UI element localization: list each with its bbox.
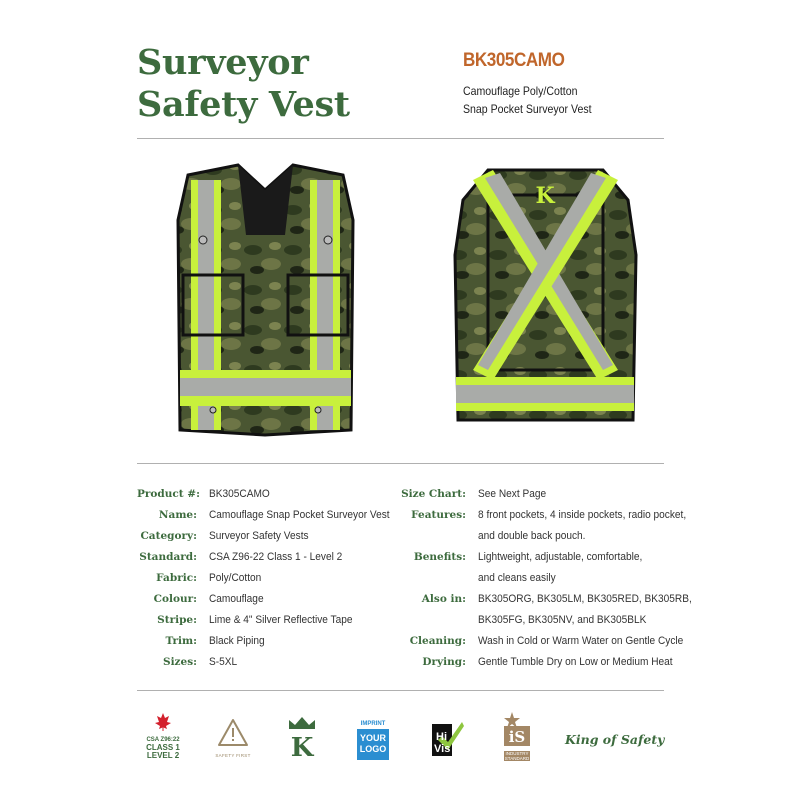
spec-label: Drying: [422, 656, 466, 668]
spec-label: Category: [140, 530, 197, 542]
divider-top [137, 138, 664, 139]
spec-value: 8 front pockets, 4 inside pockets, radio pocket, [478, 509, 687, 521]
spec-value: Lightweight, adjustable, comfortable, [478, 551, 643, 563]
imprint-your-text: YOUR [359, 733, 386, 743]
hi-vis-text-1: Hi [436, 731, 447, 743]
spec-label: Sizes: [162, 656, 197, 668]
vest-back-image [448, 165, 643, 430]
spec-value: Poly/Cotton [209, 572, 262, 584]
spec-value: BK305CAMO [209, 488, 270, 500]
safety-first-badge [215, 718, 251, 758]
title-line-1: Surveyor [137, 42, 309, 83]
spec-value: S-5XL [209, 656, 238, 668]
imprint-text: IMPRINT [357, 720, 389, 729]
hi-vis-badge [428, 718, 464, 758]
spec-label: Cleaning: [409, 635, 466, 647]
spec-value: See Next Page [478, 488, 547, 500]
spec-row [398, 526, 710, 547]
spec-row [398, 505, 710, 526]
spec-row [137, 526, 405, 547]
spec-value: Wash in Cold or Warm Water on Gentle Cycle [478, 635, 684, 647]
spec-row [137, 631, 405, 652]
crown-icon [287, 716, 317, 730]
spec-value: Lime & 4" Silver Reflective Tape [209, 614, 353, 626]
spec-label: Fabric: [156, 572, 197, 584]
spec-value: Gentle Tumble Dry on Low or Medium Heat [478, 656, 673, 668]
spec-value: BK305ORG, BK305LM, BK305RED, BK305RB, [478, 593, 692, 605]
spec-row [398, 547, 710, 568]
spec-label: Product #: [137, 488, 200, 500]
safety-first-text: SAFETY FIRST [215, 753, 251, 758]
csa-badge [143, 712, 183, 760]
industry-logo-text: iS [508, 728, 526, 746]
k-logo-letter: K [290, 733, 314, 763]
subtitle-line-2: Snap Pocket Surveyor Vest [463, 102, 592, 116]
spec-row [398, 589, 710, 610]
spec-value: and double back pouch. [478, 530, 586, 542]
spec-label [398, 526, 466, 547]
spec-label: Standard: [139, 551, 197, 563]
divider-bottom [137, 690, 664, 691]
spec-label: Features: [411, 509, 466, 521]
industry-text-1: INDUSTRY [505, 751, 529, 756]
product-code: BK305CAMO [463, 50, 565, 71]
warning-triangle-icon [217, 718, 249, 748]
svg-text:K: K [535, 183, 555, 209]
spec-row [137, 652, 405, 673]
spec-label: Benefits: [413, 551, 466, 563]
imprint-logo-badge [357, 720, 389, 760]
industry-text-2: STANDARD [504, 756, 530, 761]
imprint-logo-text: LOGO [359, 744, 387, 754]
hi-vis-text-2: Vis [434, 743, 451, 755]
product-subtitle [463, 82, 592, 118]
star-badge-icon [500, 712, 534, 746]
spec-row [398, 568, 710, 589]
spec-value: CSA Z96-22 Class 1 - Level 2 [209, 551, 343, 563]
spec-row [398, 631, 710, 652]
specs-right [398, 484, 710, 673]
spec-row [137, 589, 405, 610]
spec-value: Surveyor Safety Vests [209, 530, 309, 542]
spec-label: Name: [158, 509, 197, 521]
csa-text-1: CSA Z96:22 [146, 737, 180, 743]
title-line-2: Safety Vest [137, 84, 350, 125]
spec-value: Black Piping [209, 635, 265, 647]
spec-label: Stripe: [157, 614, 197, 626]
spec-row [398, 484, 710, 505]
spec-row [137, 505, 405, 526]
spec-row [137, 610, 405, 631]
spec-value: and cleans easily [478, 572, 556, 584]
csa-text-2: CLASS 1 [146, 743, 180, 752]
spec-row [137, 547, 405, 568]
spec-label: Also in: [421, 593, 466, 605]
specs-left [137, 484, 405, 673]
spec-row [398, 652, 710, 673]
spec-label: Size Chart: [401, 488, 466, 500]
spec-label: Colour: [153, 593, 197, 605]
spec-label: Trim: [165, 635, 197, 647]
divider-middle [137, 463, 664, 464]
maple-leaf-icon [153, 712, 173, 732]
spec-value: Camouflage [209, 593, 264, 605]
hi-vis-check-icon [428, 718, 464, 758]
industry-standard-badge [500, 712, 534, 760]
spec-label [398, 610, 466, 631]
king-of-safety-logo: King of Safety [565, 732, 665, 747]
subtitle-line-1: Camouflage Poly/Cotton [463, 84, 578, 98]
spec-label [398, 568, 466, 589]
page-title [137, 42, 350, 126]
spec-row [398, 610, 710, 631]
vest-front-image [163, 160, 368, 440]
csa-text-3: LEVEL 2 [146, 751, 180, 760]
k-logo-badge [287, 716, 317, 763]
spec-row [137, 484, 405, 505]
spec-value: Camouflage Snap Pocket Surveyor Vest [209, 509, 390, 521]
spec-row [137, 568, 405, 589]
spec-value: BK305FG, BK305NV, and BK305BLK [478, 614, 647, 626]
